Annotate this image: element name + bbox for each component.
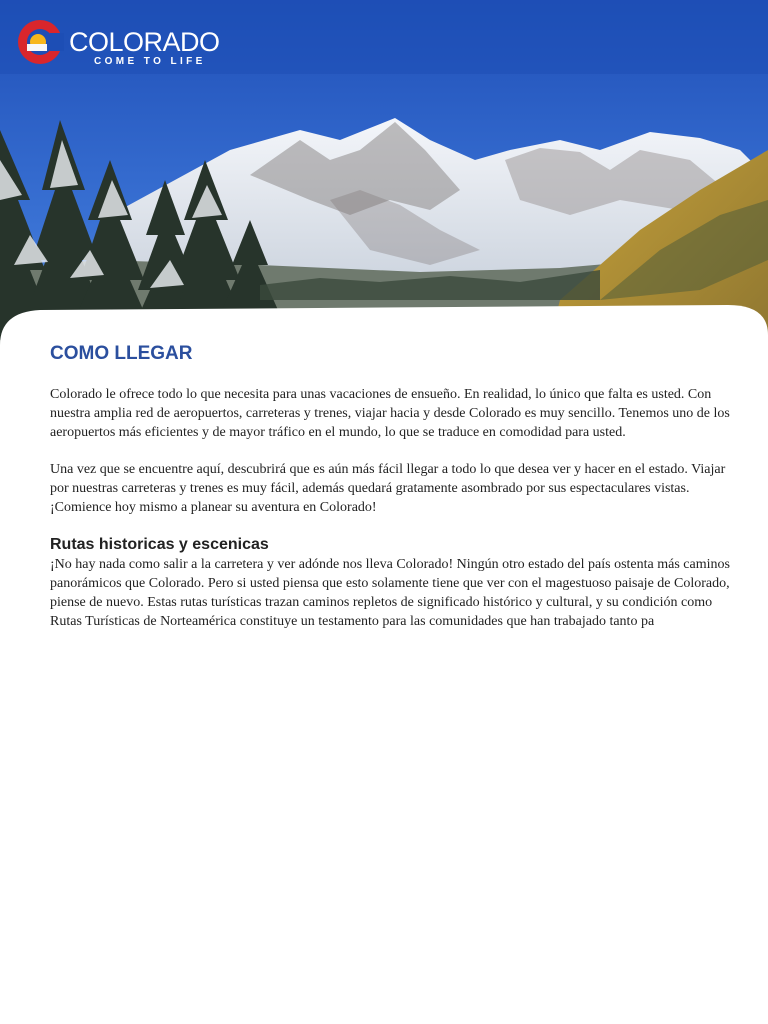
intro-paragraph: Colorado le ofrece todo lo que necesita para unas vacaciones de ensueño. En realidad, lo único que falta es usted. Con nuestra amplia red de aeropuertos, carreteras y trenes, viajar hacia y desde Colorado es muy sencillo. Tenemos uno de los aeropuertos más eficientes y de mayor tráfico en el mundo, lo que se traduce en comodidad para usted. — [50, 387, 730, 440]
subsection-title: Rutas historicas y escenicas — [50, 536, 269, 553]
hero-banner — [0, 0, 768, 380]
main-content — [50, 340, 740, 631]
logo-tagline: COME TO LIFE — [94, 56, 206, 67]
colorado-c-logo-icon — [16, 17, 64, 67]
section-title: COMO LLEGAR — [50, 343, 193, 364]
second-paragraph: Una vez que se encuentre aquí, descubrirá que es aún más fácil llegar a todo lo que desea ver y hacer en el estado. Viajar por nuestras carreteras y trenes es muy fácil, además quedará gratamente asombrado por sus espectaculares vistas. ¡Comience hoy mismo a planear su aventura en Colorado! — [50, 462, 726, 515]
logo-wordmark: COLORADO — [69, 27, 220, 57]
colorado-logo[interactable] — [16, 17, 226, 71]
routes-paragraph: ¡No hay nada como salir a la carretera y ver adónde nos lleva Colorado! Ningún otro estado del país ostenta más caminos panorámicos que Colorado. Pero si usted piensa que esto solamente tiene que ver con el magestuoso paisaje de Colorado, piense de nuevo. Estas rutas turísticas trazan caminos repletos de significado histórico y cultural, y su condición como Rutas Turísticas de Norteamérica constituye un testamento para las comunidades que han trabajado tanto pa — [50, 557, 730, 629]
